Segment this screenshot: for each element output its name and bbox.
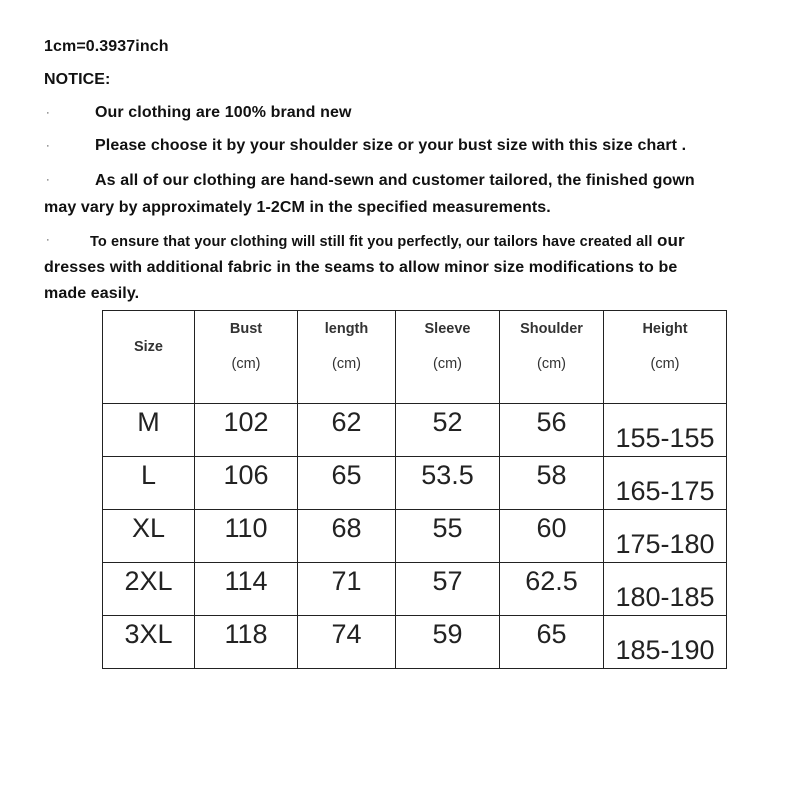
cell-height: 185-190 <box>604 616 727 669</box>
cell-height: 175-180 <box>604 510 727 563</box>
header-shoulder <box>500 311 604 404</box>
cell-length: 65 <box>298 457 396 510</box>
header-unit: (cm) <box>650 356 680 372</box>
note-tailors-line1-text: To ensure that your clothing will still fit you perfectly, our tailors have created all <box>90 234 653 250</box>
cell-length: 62 <box>298 404 396 457</box>
note-brand-new: Our clothing are 100% brand new <box>95 104 352 121</box>
cell-bust: 118 <box>195 616 298 669</box>
header-size <box>103 311 195 404</box>
cell-height: 180-185 <box>604 563 727 616</box>
table-row <box>103 510 727 563</box>
cell-sleeve: 59 <box>396 616 500 669</box>
header-length <box>298 311 396 404</box>
note-hand-sewn-line2: may vary by approximately 1-2CM in the specified measurements. <box>44 199 551 216</box>
note-size-chart: Please choose it by your shoulder size or your bust size with this size chart . <box>95 137 687 154</box>
cell-shoulder: 62.5 <box>500 563 604 616</box>
cell-length: 68 <box>298 510 396 563</box>
header-shoulder-label: Shoulder <box>520 321 583 337</box>
header-unit: (cm) <box>537 356 566 372</box>
header-height <box>604 311 727 404</box>
header-unit: (cm) <box>332 356 361 372</box>
cell-shoulder: 58 <box>500 457 604 510</box>
cell-shoulder: 65 <box>500 616 604 669</box>
header-sleeve <box>396 311 500 404</box>
header-length-label: length <box>324 321 369 337</box>
header-size-label: Size <box>133 339 163 355</box>
note-hand-sewn-line1: As all of our clothing are hand-sewn and customer tailored, the finished gown <box>95 172 695 189</box>
cell-height: 155-155 <box>604 404 727 457</box>
cell-shoulder: 60 <box>500 510 604 563</box>
note-tailors-line3: made easily. <box>44 285 140 302</box>
cell-sleeve: 57 <box>396 563 500 616</box>
table-row <box>103 616 727 669</box>
cell-size: M <box>103 404 195 457</box>
conversion-note: 1cm=0.3937inch <box>44 38 169 55</box>
bullet-mark: · <box>46 174 50 186</box>
cell-sleeve: 55 <box>396 510 500 563</box>
cell-height: 165-175 <box>604 457 727 510</box>
cell-sleeve: 52 <box>396 404 500 457</box>
table-header-row <box>103 311 727 404</box>
table-row <box>103 457 727 510</box>
notice-heading: NOTICE: <box>44 71 111 88</box>
cell-bust: 102 <box>195 404 298 457</box>
header-unit: (cm) <box>231 356 261 372</box>
cell-size: XL <box>103 510 195 563</box>
note-tailors-line1 <box>90 231 685 251</box>
header-height-label: Height <box>642 321 688 337</box>
table-row <box>103 563 727 616</box>
bullet-mark: · <box>46 107 50 119</box>
cell-shoulder: 56 <box>500 404 604 457</box>
cell-bust: 106 <box>195 457 298 510</box>
note-tailors-line1-end: our <box>657 231 685 250</box>
note-tailors-line2: dresses with additional fabric in the seams to allow minor size modifications to be <box>44 259 678 276</box>
cell-size: 2XL <box>103 563 195 616</box>
header-bust <box>195 311 298 404</box>
header-unit: (cm) <box>433 356 462 372</box>
cell-length: 74 <box>298 616 396 669</box>
bullet-mark: · <box>46 234 50 246</box>
header-bust-label: Bust <box>229 321 263 337</box>
cell-bust: 114 <box>195 563 298 616</box>
size-chart-table <box>102 310 727 669</box>
cell-size: L <box>103 457 195 510</box>
header-sleeve-label: Sleeve <box>424 321 471 337</box>
cell-bust: 110 <box>195 510 298 563</box>
table-row <box>103 404 727 457</box>
cell-sleeve: 53.5 <box>396 457 500 510</box>
bullet-mark: · <box>46 140 50 152</box>
cell-size: 3XL <box>103 616 195 669</box>
cell-length: 71 <box>298 563 396 616</box>
